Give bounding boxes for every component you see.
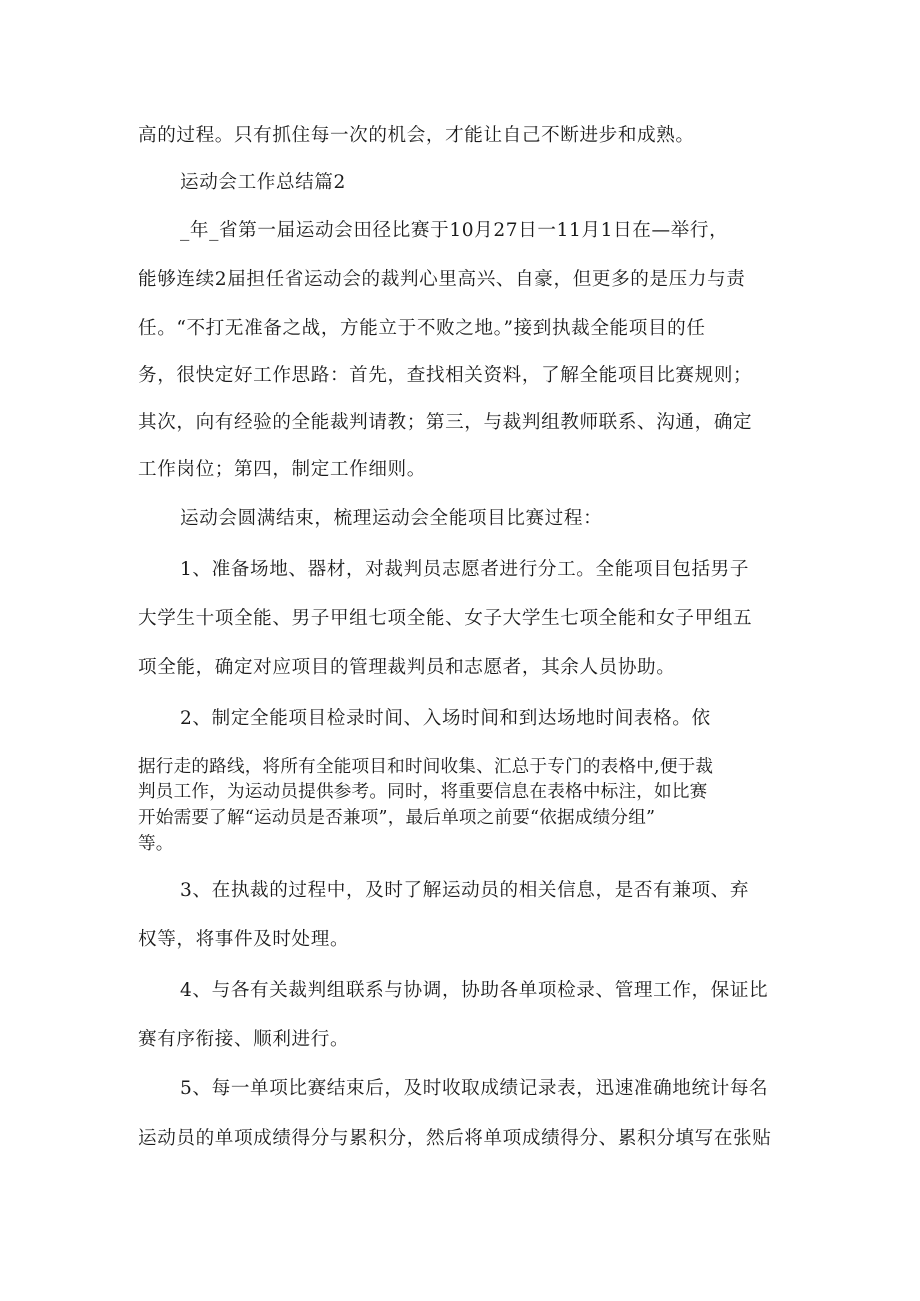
paragraph-line: 其次，向有经验的全能裁判请教；第三，与裁判组教师联系、沟通，确定: [138, 412, 753, 433]
paragraph-line: 任。“不打无准备之战，方能立于不败之地。”接到执裁全能项目的任: [138, 318, 706, 339]
list-item-1: 1、准备场地、器材，对裁判员志愿者进行分工。全能项目包括男子: [180, 559, 750, 580]
paragraph-line: 赛有序衔接、顺利进行。: [138, 1029, 350, 1050]
list-item-5: 5、每一单项比赛结束后，及时收取成绩记录表，迅速准确地统计每名: [180, 1078, 769, 1099]
paragraph-line: 判员工作，为运动员提供参考。同时，将重要信息在表格中标注，如比赛: [138, 782, 708, 802]
paragraph-line: _年_省第一届运动会田径比赛于10月27日一11月1日在—举行，: [180, 220, 729, 241]
paragraph-line: 开始需要了解“运动员是否兼项”，最后单项之前要“依据成绩分组”: [138, 808, 656, 828]
paragraph-line: 运动员的单项成绩得分与累积分，然后将单项成绩得分、累积分填写在张贴: [138, 1128, 772, 1149]
paragraph-line: 工作岗位；第四，制定工作细则。: [138, 459, 426, 480]
paragraph-line: 高的过程。只有抓住每一次的机会，才能让自己不断进步和成熟。: [138, 125, 695, 146]
paragraph-line: 据行走的路线，将所有全能项目和时间收集、汇总于专门的表格中,便于裁: [138, 757, 714, 777]
paragraph-line: 能够连续2届担任省运动会的裁判心里高兴、自豪，但更多的是压力与责: [138, 269, 746, 290]
paragraph-line: 运动会圆满结束，梳理运动会全能项目比赛过程：: [180, 508, 603, 529]
paragraph-line: 务，很快定好工作思路：首先，查找相关资料，了解全能项目比赛规则；: [138, 365, 753, 386]
list-item-3: 3、在执裁的过程中，及时了解运动员的相关信息，是否有兼项、弃: [180, 880, 750, 901]
list-item-2: 2、制定全能项目检录时间、入场时间和到达场地时间表格。依: [180, 708, 711, 729]
paragraph-line: 大学生十项全能、男子甲组七项全能、女子大学生七项全能和女子甲组五: [138, 608, 753, 629]
paragraph-line: 项全能，确定对应项目的管理裁判员和志愿者，其余人员协助。: [138, 657, 676, 678]
paragraph-line: 等。: [138, 834, 174, 854]
section-heading: 运动会工作总结篇2: [180, 172, 346, 193]
paragraph-line: 权等，将事件及时处理。: [138, 929, 350, 950]
list-item-4: 4、与各有关裁判组联系与协调，协助各单项检录、管理工作，保证比: [180, 980, 769, 1001]
